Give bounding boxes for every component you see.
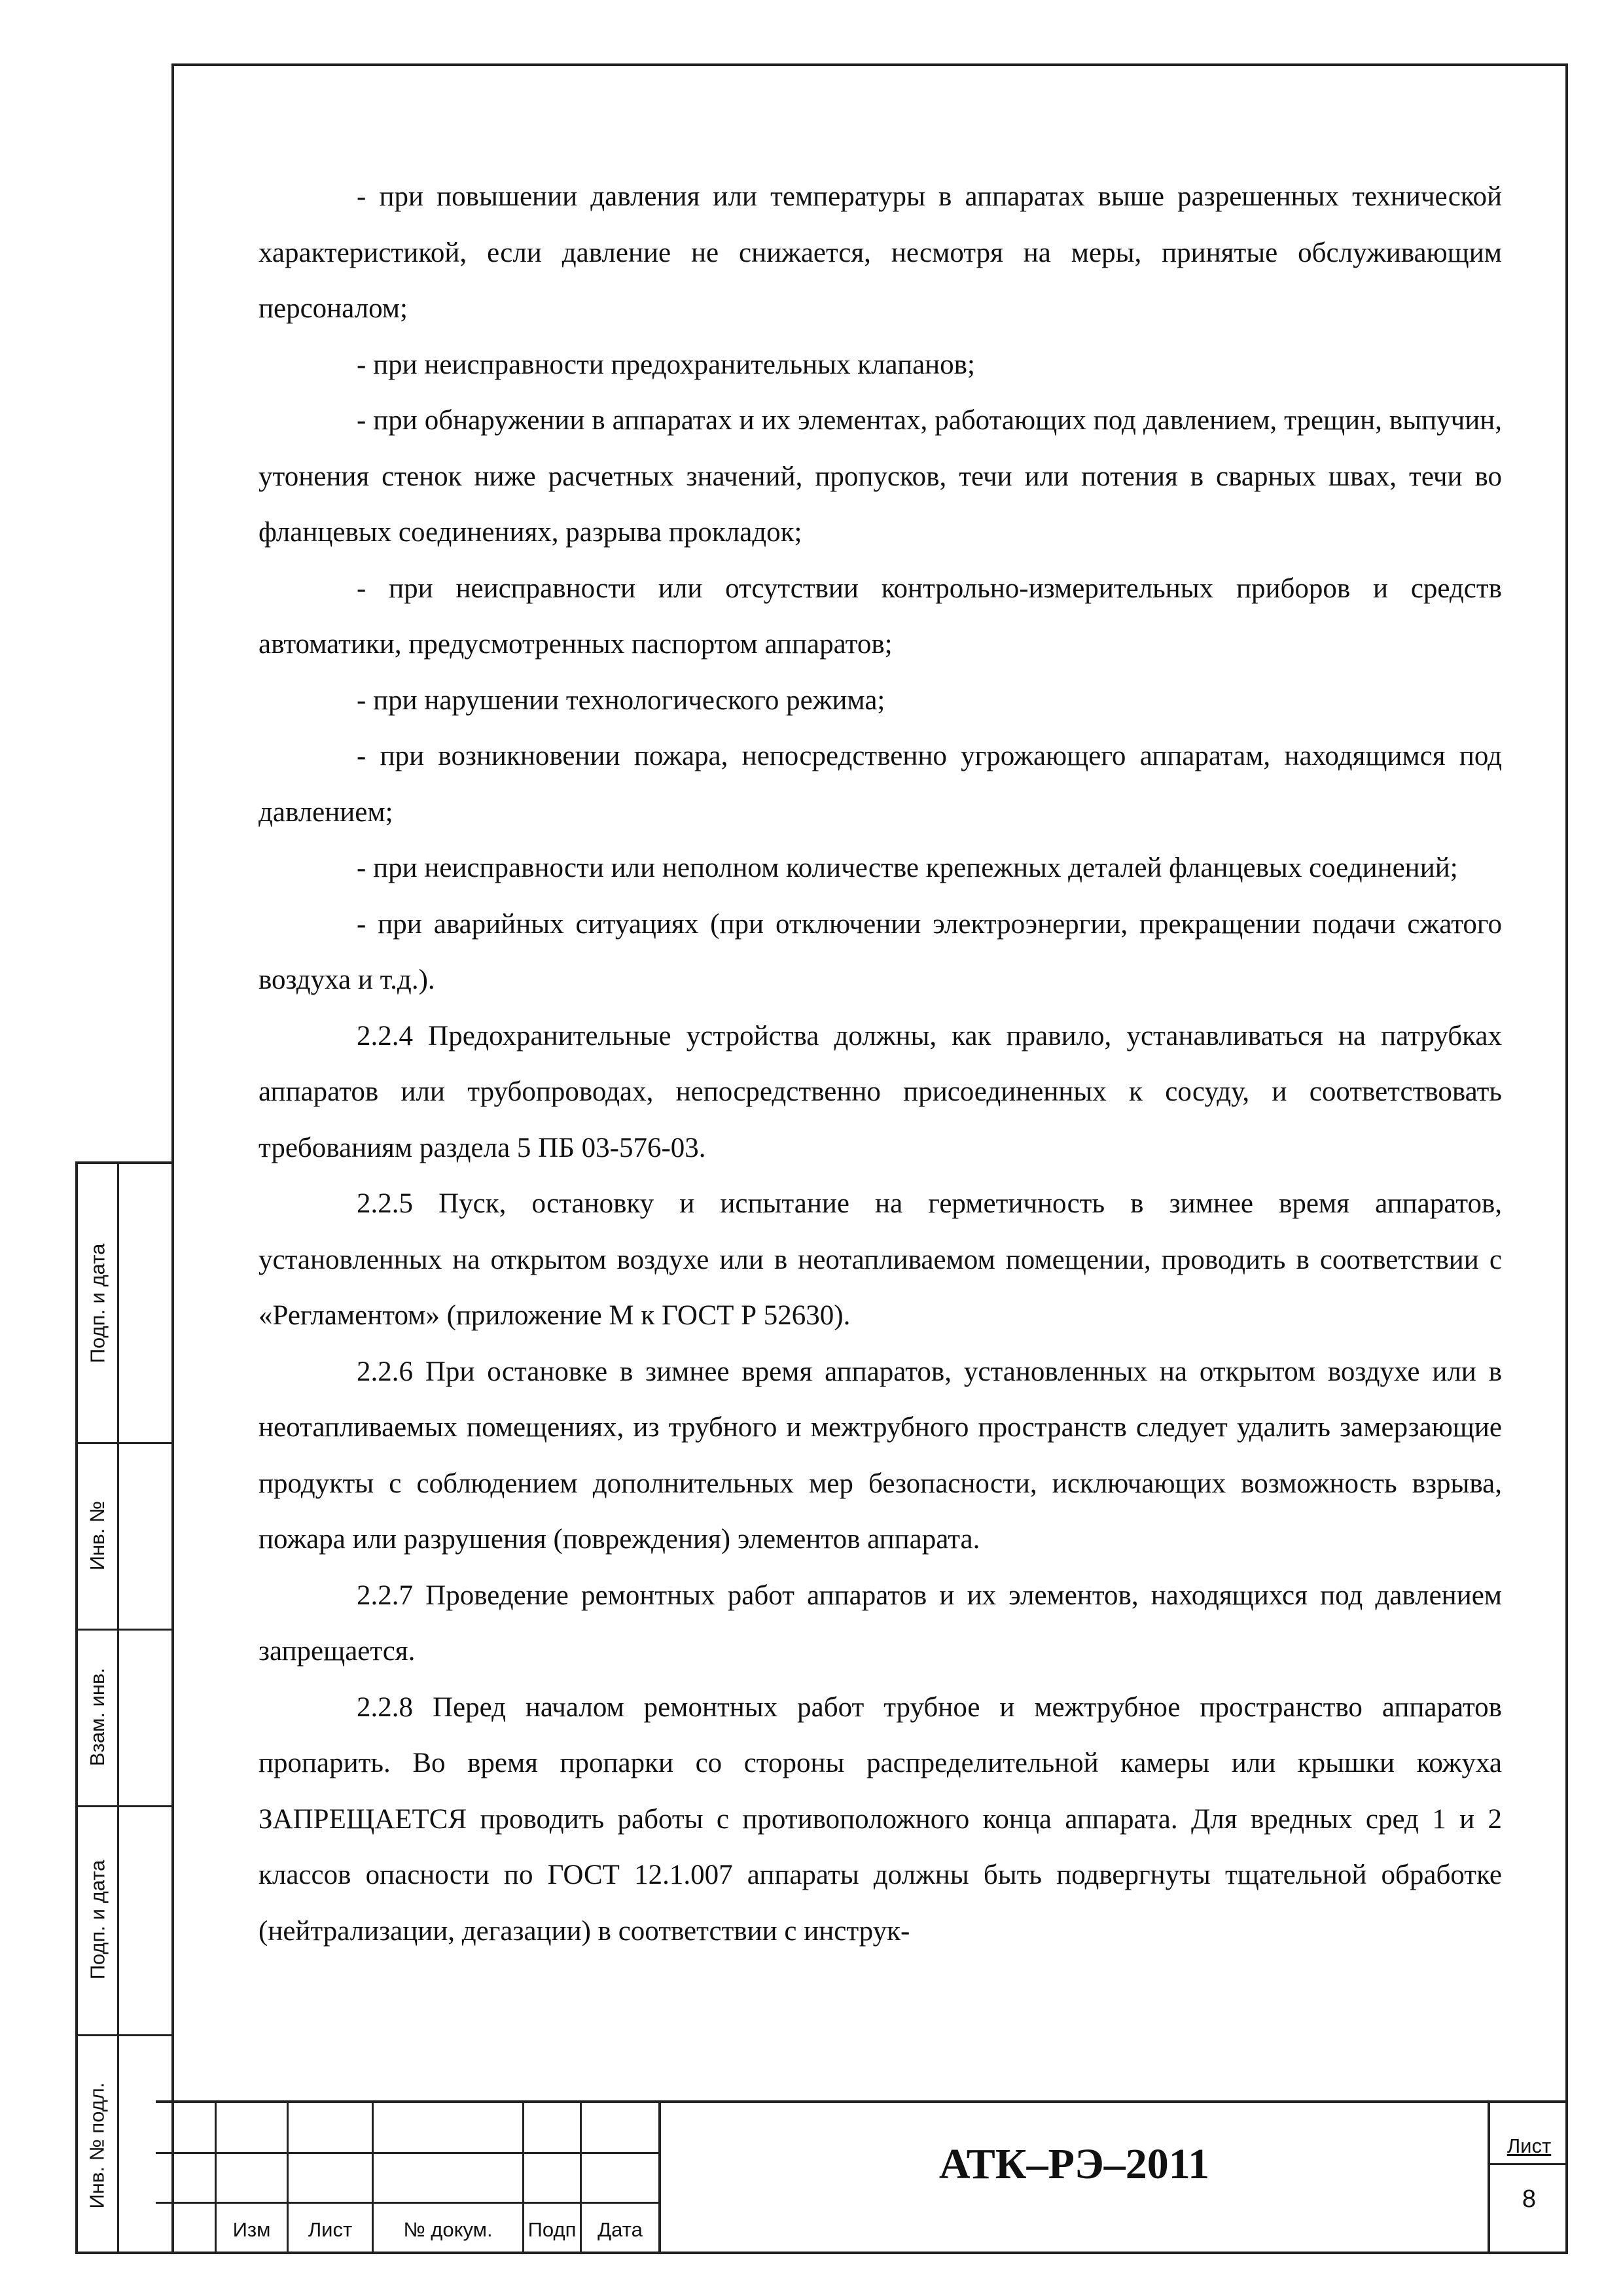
- stamp-label-podp-data: Подп. и дата: [86, 1860, 109, 1980]
- paragraph: 2.2.6 При остановке в зимнее время аппаратов, установленных на открытом воздухе или в неотапливаемых помещениях, из трубного и межтрубного пространств следует удалить замерзающие продукты с соблюдением дополнительных мер безопасности, исключающих возможность взрыва, пожара или разрушения (повреждения) элементов аппарата.: [259, 1356, 1502, 1555]
- paragraph: - при неисправности предохранительных клапанов;: [357, 349, 975, 380]
- tb-label-izm: Изм: [232, 2218, 271, 2241]
- stamp-label-inv-no: Инв. №: [86, 1500, 109, 1570]
- document-code: АТК–РЭ–2011: [938, 2140, 1210, 2188]
- title-block-row-line: [1488, 2163, 1568, 2165]
- document-body: [259, 169, 1502, 1959]
- paragraph: - при неисправности или отсутствии контрольно-измерительных приборов и средств автоматики, предусмотренных паспортом аппаратов;: [259, 573, 1502, 660]
- paragraph: - при аварийных ситуациях (при отключении электроэнергии, прекращении подачи сжатого воздуха и т.д.).: [259, 908, 1502, 995]
- paragraph: - при неисправности или неполном количестве крепежных деталей фланцевых соединений;: [357, 853, 1458, 883]
- paragraph: - при нарушении технологического режима;: [357, 684, 885, 716]
- tb-label-podp: Подп: [527, 2218, 577, 2241]
- paragraph: - при повышении давления или температуры в аппаратах выше разрешенных технической характеристикой, если давление не снижается, несмотря на меры, принятые обслуживающим персоналом;: [259, 181, 1502, 324]
- paragraph: 2.2.4 Предохранительные устройства должны, как правило, устанавливаться на патрубках аппаратов или трубопроводах, непосредственно присоединенных к сосуду, и соответствовать требованиям раздела 5 ПБ 03-576-03.: [259, 1020, 1502, 1163]
- page-number: 8: [1522, 2185, 1537, 2213]
- side-stamp: [75, 1161, 171, 2254]
- paragraph: 2.2.8 Перед началом ремонтных работ трубное и межтрубное пространство аппаратов пропарить. Во время пропарки со стороны распределительной камеры или крышки кожуха ЗАПРЕЩАЕТСЯ проводить работы с противоположного конца аппарата. Для вредных сред 1 и 2 классов опасности по ГОСТ 12.1.007 аппараты должны быть подвергнуты тщательной обработке (нейтрализации, дегазации) в соответствии с инструк-: [259, 1691, 1502, 1947]
- title-block-row-line: [156, 2152, 660, 2154]
- title-block-row-line: [156, 2202, 660, 2204]
- tb-label-no-dokum: № докум.: [403, 2218, 493, 2241]
- paragraph: 2.2.7 Проведение ремонтных работ аппаратов и их элементов, находящихся под давлением запрещается.: [259, 1580, 1502, 1667]
- stamp-label-vzam-inv: Взам. инв.: [86, 1667, 109, 1767]
- tb-label-sheet: Лист: [1507, 2134, 1552, 2157]
- stamp-label-inv-no-podl: Инв. № подл.: [86, 2082, 109, 2209]
- stamp-label-podp-data: Подп. и дата: [86, 1243, 109, 1363]
- title-block: [156, 2100, 1568, 2254]
- tb-label-list: Лист: [308, 2218, 353, 2241]
- side-stamp-divider: [117, 1164, 119, 2252]
- paragraph: 2.2.5 Пуск, остановку и испытание на герметичность в зимнее время аппаратов, установленных на открытом воздухе или в неотапливаемом помещении, проводить в соответствии с «Регламентом» (приложение М к ГОСТ Р 52630).: [259, 1188, 1502, 1331]
- tb-label-data: Дата: [597, 2218, 643, 2241]
- paragraph: - при обнаружении в аппаратах и их элементах, работающих под давлением, трещин, выпучин, утонения стенок ниже расчетных значений, пропусков, течи или потения в сварных швах, течи во фланцевых соединениях, разрыва прокладок;: [259, 405, 1502, 548]
- title-block-col-line: [1488, 2100, 1490, 2254]
- paragraph: - при возникновении пожара, непосредственно угрожающего аппаратам, находящимся под давлением;: [259, 741, 1502, 828]
- title-block-border: [156, 2100, 1568, 2103]
